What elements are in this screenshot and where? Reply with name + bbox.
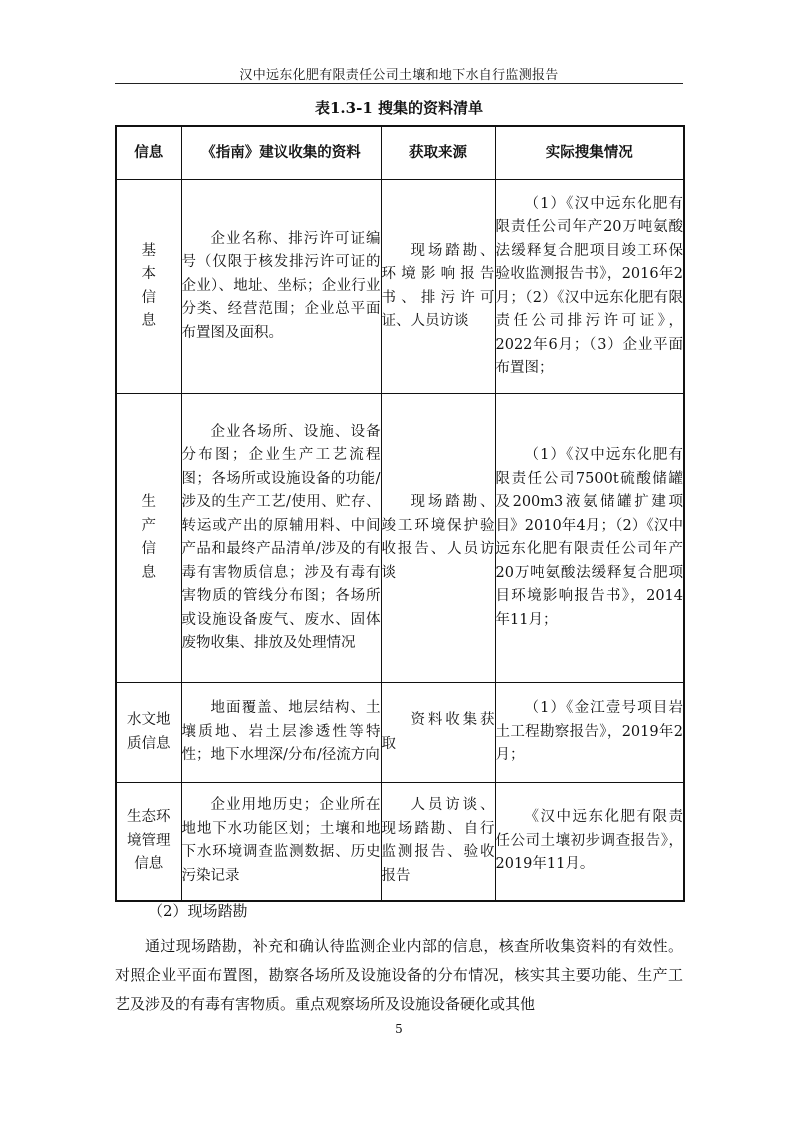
- row-info-cell: 生产信息: [116, 394, 181, 683]
- column-header-guide: 《指南》建议收集的资料: [181, 126, 381, 180]
- row-info-cell: 生态环境管理信息: [116, 783, 181, 901]
- row-info-cell: 水文地质信息: [116, 683, 181, 783]
- row-guide-cell: 企业用地历史；企业所在地地下水功能区划；土壤和地下水环境调查监测数据、历史污染记录: [181, 783, 381, 901]
- row-guide-cell: 企业名称、排污许可证编号（仅限于核发排污许可证的企业）、地址、坐标；企业行业分类、经营范围；企业总平面布置图及面积。: [181, 180, 381, 394]
- table-title: 表1.3-1 搜集的资料清单: [315, 99, 483, 117]
- table-row: [116, 783, 684, 901]
- header-rule: [115, 83, 683, 84]
- section-subheading: （2）现场踏勘: [148, 902, 248, 920]
- row-source-cell: 资料收集获取: [381, 683, 495, 783]
- column-header-source: 获取来源: [381, 126, 495, 180]
- column-header-actual: 实际搜集情况: [495, 126, 684, 180]
- column-header-info: 信息: [116, 126, 181, 180]
- row-info-cell: 基本信息: [116, 180, 181, 394]
- row-actual-cell: （1）《汉中远东化肥有限责任公司7500t硫酸储罐及200m3液氨储罐扩建项目》2010年4月；（2）《汉中远东化肥有限责任公司年产20万吨氨酸法缓释复合肥项目环境影响报告书》，2014年11月；: [495, 394, 684, 683]
- row-guide-cell: 企业各场所、设施、设备分布图；企业生产工艺流程图；各场所或设施设备的功能/涉及的生产工艺/使用、贮存、转运或产出的原辅用料、中间产品和最终产品清单/涉及的有毒有害物质信息；涉及有毒有害物质的管线分布图；各场所或设施设备废气、废水、固体废物收集、排放及处理情况: [181, 394, 381, 683]
- row-source-cell: 人员访谈、现场踏勘、自行监测报告、验收报告: [381, 783, 495, 901]
- page-number: 5: [395, 1022, 403, 1036]
- data-collection-table: [115, 125, 685, 902]
- row-actual-cell: （1）《汉中远东化肥有限责任公司年产20万吨氨酸法缓释复合肥项目竣工环保验收监测报告书》，2016年2月；（2）《汉中远东化肥有限责任公司排污许可证》，2022年6月；（3）企业平面布置图；: [495, 180, 684, 394]
- table-row: [116, 180, 684, 394]
- table-row: [116, 683, 684, 783]
- table-header-row: [116, 126, 684, 180]
- row-source-cell: 现场踏勘、环境影响报告书、排污许可证、人员访谈: [381, 180, 495, 394]
- row-source-cell: 现场踏勘、竣工环境保护验收报告、人员访谈: [381, 394, 495, 683]
- running-header: 汉中远东化肥有限责任公司土壤和地下水自行监测报告: [239, 68, 559, 83]
- row-actual-cell: （1）《金江壹号项目岩土工程勘察报告》，2019年2月；: [495, 683, 684, 783]
- body-text: [115, 897, 683, 1019]
- body-paragraph: 通过现场踏勘，补充和确认待监测企业内部的信息，核查所收集资料的有效性。对照企业平面布置图，勘察各场所及设施设备的分布情况，核实其主要功能、生产工艺及涉及的有毒有害物质。重点观察场所及设施设备硬化或其他: [115, 937, 683, 1013]
- row-actual-cell: 《汉中远东化肥有限责任公司土壤初步调查报告》，2019年11月。: [495, 783, 684, 901]
- table-row: [116, 394, 684, 683]
- row-guide-cell: 地面覆盖、地层结构、土壤质地、岩土层渗透性等特性；地下水埋深/分布/径流方向: [181, 683, 381, 783]
